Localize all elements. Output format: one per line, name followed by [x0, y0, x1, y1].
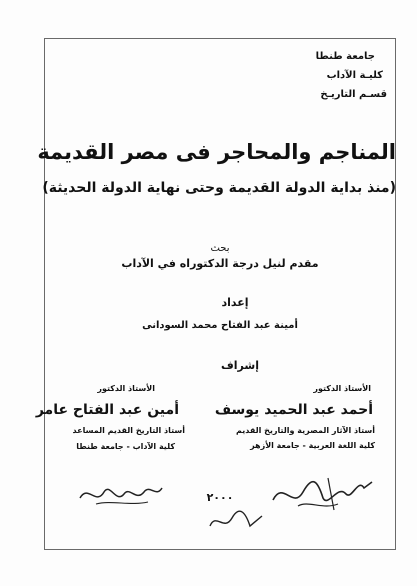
department-name: قسـم التاريـخ	[320, 89, 387, 100]
submission-year: ٢٠٠٠	[206, 491, 234, 504]
supervisor-1-affiliation: كلية اللغة العربية - جامعة الأزهر	[250, 441, 375, 450]
signature-mark	[206, 506, 266, 536]
supervisor-1-position: أستاذ الآثار المصرية والتاريخ القديم	[235, 426, 375, 435]
signature-supervisor-1	[268, 470, 378, 520]
degree-statement: مقدم لنيل درجة الدكتوراه في الآداب	[121, 257, 319, 270]
supervisor-2-name: أمين عبد الفتاح عامر	[35, 402, 179, 418]
supervisor-2-position: أستاذ التاريخ القديم المساعد	[72, 426, 185, 435]
supervision-label: إشراف	[221, 359, 259, 372]
research-label: بحث	[210, 243, 230, 254]
signature-supervisor-2	[76, 476, 166, 512]
supervisor-2-title: الأستاذ الدكتور	[97, 384, 155, 393]
faculty-name: كليـة الآداب	[326, 70, 383, 81]
preparation-label: إعداد	[221, 296, 249, 309]
university-name: جامعة طنطا	[315, 51, 375, 62]
thesis-subtitle: (منذ بداية الدولة القديمة وحتى نهاية الدولة الحديثة)	[42, 180, 396, 196]
supervisor-2-affiliation: كلية الآداب - جامعة طنطا	[76, 442, 175, 451]
supervisor-1-title: الأستاذ الدكتور	[313, 384, 371, 393]
supervisor-1-name: أحمد عبد الحميد يوسف	[214, 402, 373, 418]
author-name: أمينة عبد الفتاح محمد السودانى	[142, 320, 298, 331]
thesis-title: المناجم والمحاجر فى مصر القديمة	[37, 140, 396, 164]
